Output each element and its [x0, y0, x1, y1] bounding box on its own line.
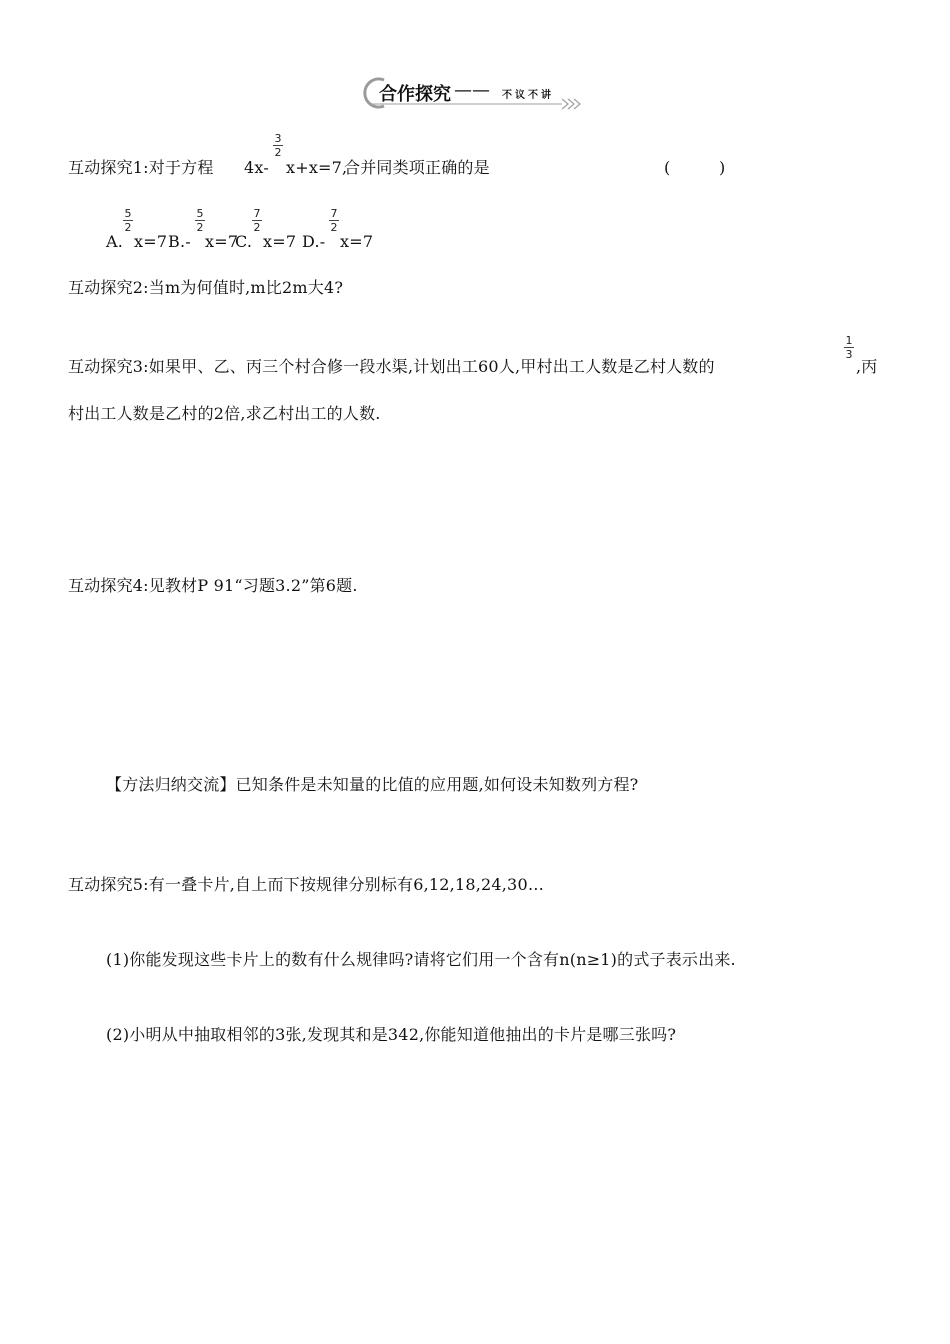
- q1-option-c-suffix[interactable]: x=7: [263, 232, 297, 251]
- q3-line1: 互动探究3:如果甲、乙、丙三个村合修一段水渠,计划出工60人,甲村出工人数是乙村人数的: [68, 357, 715, 376]
- q1-option-d-suffix[interactable]: x=7: [340, 232, 374, 251]
- q1-option-a-fraction: 5 2: [124, 207, 132, 234]
- q1-answer-paren[interactable]: ( ): [664, 158, 726, 177]
- banner-dash: ——: [454, 80, 490, 101]
- q3-line2: 村出工人数是乙村的2倍,求乙村出工的人数.: [68, 404, 381, 423]
- q1-option-a-prefix[interactable]: A.: [106, 232, 124, 251]
- q1-option-b-prefix[interactable]: B.-: [168, 232, 191, 251]
- q1-tail: 合并同类项正确的是: [344, 158, 490, 177]
- q5-sub2: (2)小明从中抽取相邻的3张,发现其和是342,你能知道他抽出的卡片是哪三张吗?: [106, 1025, 677, 1044]
- q3-line1-tail: ,丙: [856, 357, 878, 376]
- q1-option-a-suffix[interactable]: x=7: [134, 232, 168, 251]
- q1-fraction: [273, 133, 283, 158]
- q1-label: 互动探究1:对于方程: [68, 158, 214, 177]
- q1-option-b-fraction: 5 2: [196, 207, 204, 234]
- question-2: 互动探究2:当m为何值时,m比2m大4?: [68, 278, 344, 297]
- q1-option-c-prefix[interactable]: C.: [235, 232, 253, 251]
- banner-subtitle: 不议不讲: [502, 90, 554, 101]
- q1-option-b-suffix[interactable]: x=7: [205, 232, 239, 251]
- q1-option-c-fraction: 7 2: [253, 207, 261, 234]
- q1-expr-b: x+x=7,: [286, 158, 348, 177]
- q1-frac-num: 3: [274, 132, 282, 145]
- q5-sub1: (1)你能发现这些卡片上的数有什么规律吗?请将它们用一个含有n(n≥1)的式子表示出来.: [106, 950, 736, 969]
- section-banner: [362, 74, 592, 110]
- q1-option-d-fraction: 7 2: [330, 207, 338, 234]
- method-summary: 【方法归纳交流】已知条件是未知量的比值的应用题,如何设未知数列方程?: [106, 775, 639, 794]
- q1-option-d-prefix[interactable]: D.-: [302, 232, 326, 251]
- q1-frac-den: 2: [274, 146, 282, 159]
- q5-text: 互动探究5:有一叠卡片,自上而下按规律分别标有6,12,18,24,30…: [68, 875, 545, 894]
- q1-expr-a: 4x-: [244, 158, 269, 177]
- q3-fraction: 1 3: [845, 334, 853, 361]
- banner-title: 合作探究: [379, 84, 451, 105]
- question-4: 互动探究4:见教材P 91“习题3.2”第6题.: [68, 576, 358, 595]
